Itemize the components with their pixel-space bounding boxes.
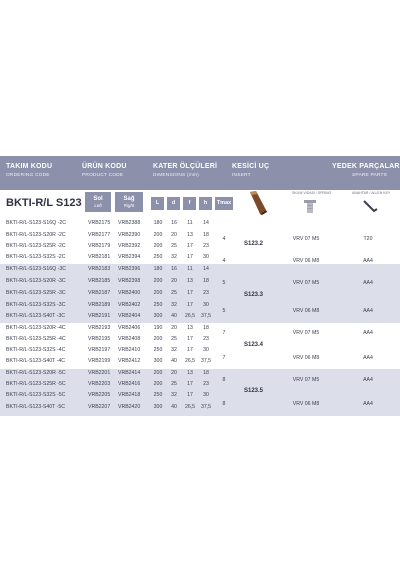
ordering-code-cell: BKTI-R/L-S123-S25R -4C [6,336,66,342]
dim-h-cell: 37,5 [200,358,212,364]
screw-code: VRV 06 M8 [292,308,320,314]
dim-d-cell: 25 [171,243,177,249]
dim-L-cell: 200 [153,381,163,387]
key-code: AA4 [363,377,373,383]
right-code-cell: VRB2390 [118,232,141,238]
left-code-cell: VRB2185 [88,278,111,284]
dim-h-cell: 18 [203,232,209,238]
dim-f-cell: 26,5 [184,313,196,319]
screw-code: VRV 06 M8 [292,401,320,407]
key-code: AA4 [363,355,373,361]
dim-d-cell: 16 [171,220,177,226]
table-header-bar [0,156,400,190]
dim-h-cell: 37,5 [200,313,212,319]
dim-f-cell: 17 [187,243,193,249]
right-code-cell: VRB2406 [118,325,141,331]
dim-f-cell: 13 [187,370,193,376]
left-code-cell: VRB2205 [88,392,111,398]
dim-L-cell: 200 [153,336,163,342]
screw-code: VRV 07 M5 [292,236,320,242]
insert-code: S123.2 [244,241,264,247]
product-name: BKTI-R/L S123 [6,197,82,209]
left-code-cell: VRB2195 [88,336,111,342]
screw-code: VRV 06 M8 [292,258,320,264]
dim-L-cell: 250 [153,347,163,353]
key-code: AA4 [363,401,373,407]
right-code-cell: VRB2392 [118,243,141,249]
dim-f-cell: 11 [187,266,193,272]
dim-d-cell: 40 [171,313,177,319]
dim-d-cell: 20 [171,325,177,331]
right-code-cell: VRB2420 [118,404,141,410]
dim-L-cell: 180 [153,266,163,272]
product-code-subtitle: PRODUCT CODE [82,173,124,178]
dim-h-cell: 18 [203,370,209,376]
left-code-cell: VRB2179 [88,243,111,249]
ordering-code-cell: BKTI-R/L-S123-S32S -3C [6,302,66,308]
insert-subtitle: INSERT [232,173,251,178]
dim-h-cell: 30 [203,254,209,260]
dim-header-h: h [199,197,212,210]
dim-L-cell: 300 [153,358,163,364]
key-caption: ANAHTAR / ALLEN KEY [352,191,391,195]
dimensions-title: KATER ÖLÇÜLERİ [153,163,218,170]
screw-code: VRV 06 M8 [292,355,320,361]
dim-h-cell: 30 [203,347,209,353]
right-code-cell: VRB2404 [118,313,141,319]
dim-L-cell: 180 [153,220,163,226]
key-code: AA4 [363,258,373,264]
dim-header-f: f [183,197,196,210]
dim-f-cell: 17 [187,392,193,398]
dim-h-cell: 23 [203,243,209,249]
ordering-code-cell: BKTI-R/L-S123-S25R -3C [6,290,66,296]
right-code-cell: VRB2388 [118,220,141,226]
screw-code: VRV 07 M5 [292,280,320,286]
dim-d-cell: 32 [171,302,177,308]
ordering-code-cell: BKTI-R/L-S123-S20R -2C [6,232,66,238]
tmax-value: 4 [222,258,226,264]
dim-d-cell: 40 [171,404,177,410]
product-code-title: ÜRÜN KODU [82,163,127,170]
left-code-cell: VRB2189 [88,302,111,308]
dim-h-cell: 23 [203,381,209,387]
key-code: AA4 [363,330,373,336]
left-code-cell: VRB2183 [88,266,111,272]
ordering-code-cell: BKTI-R/L-S123-S40T -5C [6,404,66,410]
tmax-value: 8 [222,401,226,407]
dim-L-cell: 190 [153,325,163,331]
insert-code: S123.3 [244,292,264,298]
ordering-code-cell: BKTI-R/L-S123-S40T -4C [6,358,66,364]
left-code-cell: VRB2181 [88,254,111,260]
left-code-cell: VRB2175 [88,220,111,226]
dim-f-cell: 17 [187,290,193,296]
key-code: AA4 [363,280,373,286]
dim-f-cell: 17 [187,254,193,260]
right-code-cell: VRB2398 [118,278,141,284]
dim-f-cell: 13 [187,278,193,284]
tmax-value: 4 [222,236,226,242]
insert-code: S123.5 [244,388,264,394]
dim-h-cell: 14 [203,220,209,226]
right-code-cell: VRB2400 [118,290,141,296]
dim-L-cell: 250 [153,254,163,260]
screw-code: VRV 07 M5 [292,330,320,336]
left-code-cell: VRB2199 [88,358,111,364]
dim-h-cell: 30 [203,302,209,308]
dim-h-cell: 37,5 [200,404,212,410]
left-code-cell: VRB2197 [88,347,111,353]
dim-L-cell: 200 [153,278,163,284]
dim-f-cell: 17 [187,336,193,342]
insert-image [246,190,270,221]
right-code-cell: VRB2410 [118,347,141,353]
tmax-value: 5 [222,308,226,314]
left-subtitle: Left [94,203,102,208]
tmax-value: 7 [222,330,226,336]
screw-code: VRV 07 M5 [292,377,320,383]
dim-header-L: L [151,197,164,210]
left-code-cell: VRB2191 [88,313,111,319]
tmax-value: 8 [222,377,226,383]
ordering-code-cell: BKTI-R/L-S123-S20R -3C [6,278,66,284]
ordering-code-cell: BKTI-R/L-S123-S25R -5C [6,381,66,387]
dim-f-cell: 13 [187,325,193,331]
dim-d-cell: 20 [171,370,177,376]
key-code: AA4 [363,308,373,314]
dim-f-cell: 17 [187,347,193,353]
dim-f-cell: 26,5 [184,404,196,410]
right-title: Sağ [123,196,135,202]
dim-d-cell: 20 [171,278,177,284]
right-subtitle: Right [123,203,135,208]
right-code-cell: VRB2412 [118,358,141,364]
tmax-value: 7 [222,355,226,361]
ordering-code-title: TAKIM KODU [6,163,53,170]
allen-key-icon [360,198,380,221]
dim-f-cell: 17 [187,381,193,387]
left-code-cell: VRB2207 [88,404,111,410]
left-column-header [85,192,111,212]
left-code-cell: VRB2201 [88,370,111,376]
screw-icon [300,198,320,219]
dim-d-cell: 32 [171,347,177,353]
ordering-code-cell: BKTI-R/L-S123-S20R -5C [6,370,66,376]
ordering-code-cell: BKTI-R/L-S123-S40T -3C [6,313,66,319]
left-code-cell: VRB2177 [88,232,111,238]
ordering-code-cell: BKTI-R/L-S123-S25R -2C [6,243,66,249]
spare-parts-title: YEDEK PARÇALAR [332,163,400,170]
dim-f-cell: 26,5 [184,358,196,364]
ordering-code-cell: BKTI-R/L-S123-S20R -4C [6,325,66,331]
dim-L-cell: 200 [153,243,163,249]
dim-L-cell: 200 [153,290,163,296]
dim-header-tmax: Tmax [215,197,233,210]
ordering-code-cell: BKTI-R/L-S123-S16Q -3C [6,266,66,272]
dim-L-cell: 300 [153,404,163,410]
dim-header-d: d [167,197,180,210]
dim-h-cell: 23 [203,336,209,342]
insert-title: KESİCİ UÇ [232,163,270,170]
left-code-cell: VRB2203 [88,381,111,387]
dim-d-cell: 25 [171,381,177,387]
tmax-value: 5 [222,280,226,286]
right-code-cell: VRB2416 [118,381,141,387]
ordering-code-cell: BKTI-R/L-S123-S32S -2C [6,254,66,260]
left-code-cell: VRB2193 [88,325,111,331]
ordering-code-cell: BKTI-R/L-S123-S16Q -2C [6,220,66,226]
dim-L-cell: 200 [153,232,163,238]
dim-f-cell: 17 [187,302,193,308]
right-code-cell: VRB2408 [118,336,141,342]
right-code-cell: VRB2414 [118,370,141,376]
dim-h-cell: 18 [203,325,209,331]
dim-d-cell: 16 [171,266,177,272]
dim-h-cell: 14 [203,266,209,272]
ordering-code-cell: BKTI-R/L-S123-S32S -5C [6,392,66,398]
dim-L-cell: 200 [153,370,163,376]
dim-d-cell: 40 [171,358,177,364]
right-column-header [115,192,143,212]
right-code-cell: VRB2396 [118,266,141,272]
dim-L-cell: 300 [153,313,163,319]
dim-d-cell: 25 [171,336,177,342]
right-code-cell: VRB2394 [118,254,141,260]
dim-d-cell: 20 [171,232,177,238]
left-title: Sol [93,196,103,202]
dim-d-cell: 32 [171,254,177,260]
dim-L-cell: 250 [153,392,163,398]
dim-f-cell: 11 [187,220,193,226]
ordering-code-cell: BKTI-R/L-S123-S32S -4C [6,347,66,353]
screw-caption: SKUW VIDASI / SPRING [292,191,332,195]
dim-d-cell: 32 [171,392,177,398]
dim-h-cell: 23 [203,290,209,296]
right-code-cell: VRB2402 [118,302,141,308]
ordering-code-subtitle: ORDERING CODE [6,173,50,178]
dim-L-cell: 250 [153,302,163,308]
dim-h-cell: 18 [203,278,209,284]
dim-f-cell: 13 [187,232,193,238]
dim-d-cell: 25 [171,290,177,296]
right-code-cell: VRB2418 [118,392,141,398]
insert-code: S123.4 [244,342,264,348]
key-code: T20 [363,236,373,242]
dimensions-subtitle: DIMENSIONS (mm) [153,173,199,178]
dim-h-cell: 30 [203,392,209,398]
left-code-cell: VRB2187 [88,290,111,296]
spare-parts-subtitle: SPARE PARTS [352,173,387,178]
